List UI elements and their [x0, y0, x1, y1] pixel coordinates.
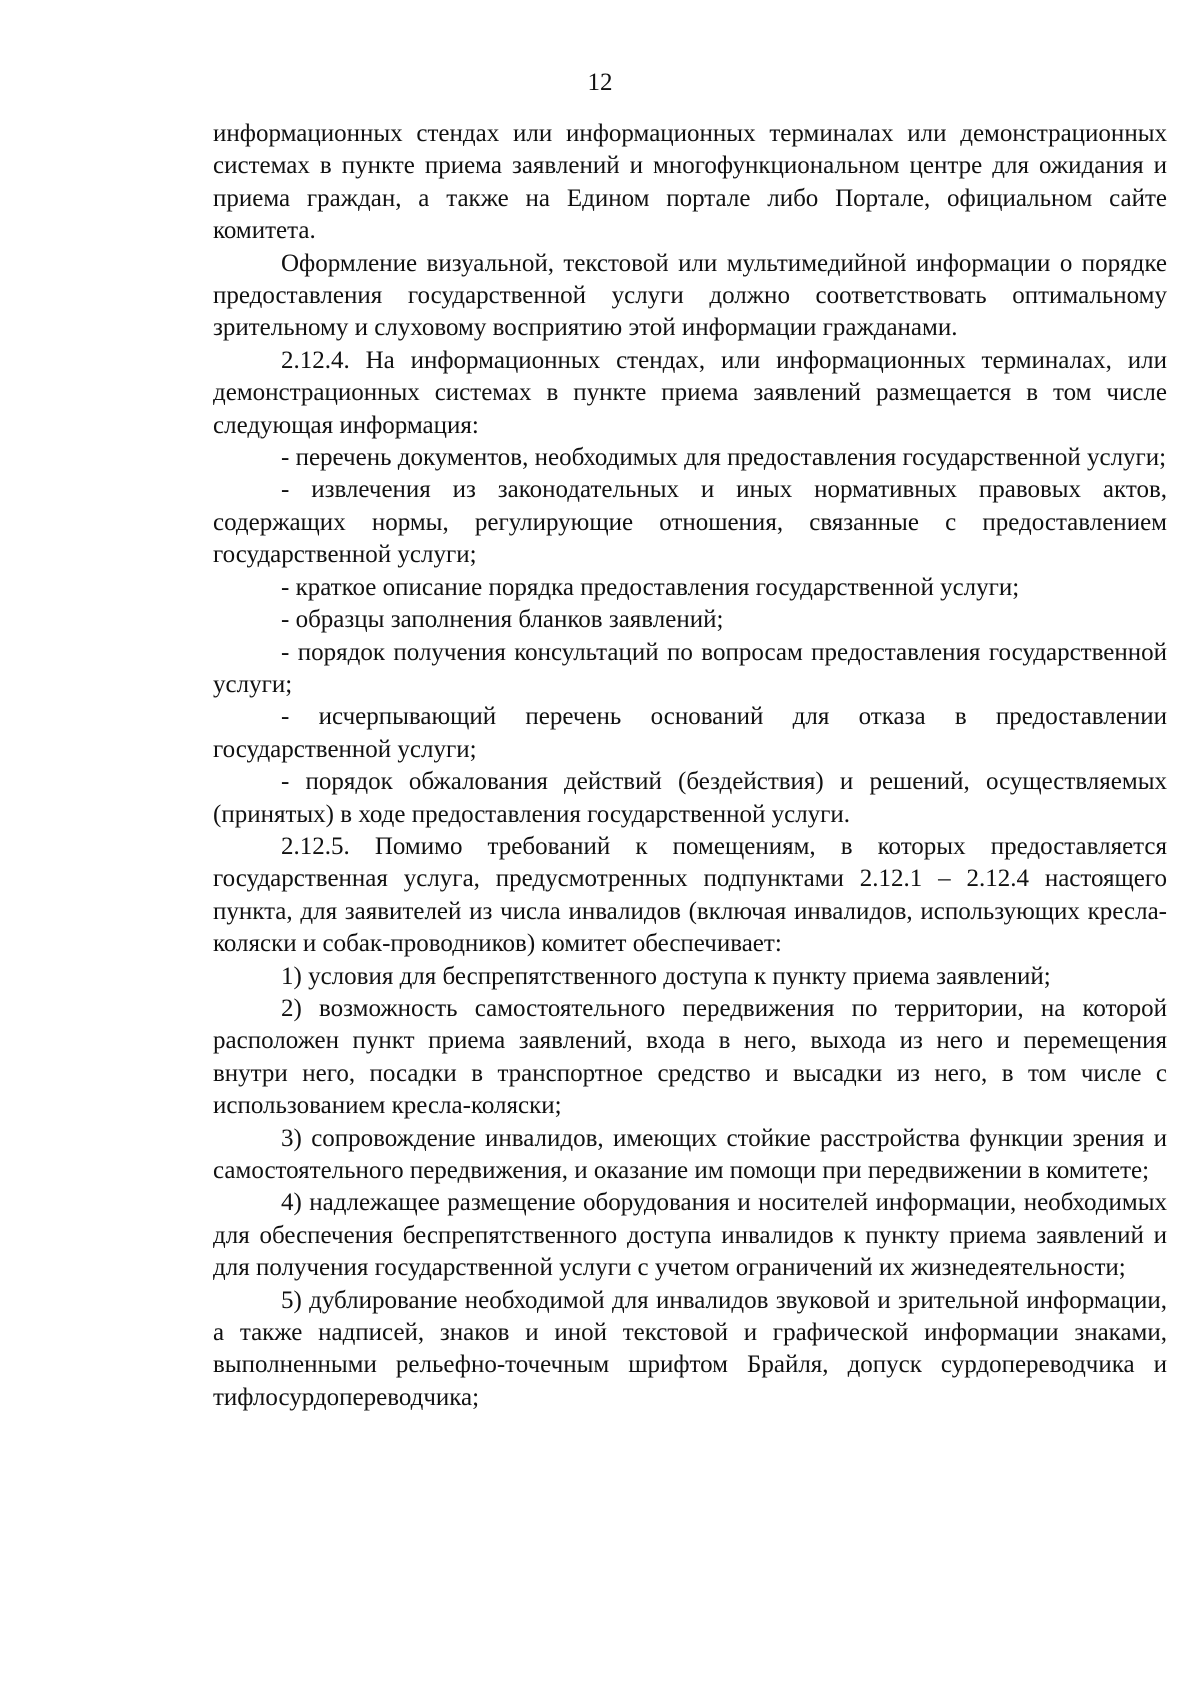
numbered-item: 1) условия для беспрепятственного доступа к пункту приема заявлений; — [281, 962, 1051, 990]
numbered-item: 4) надлежащее размещение оборудования и носителей информации, необходимых для обеспечения беспрепятственного доступа инвалидов к пункту приема заявлений и для получения государственной услуги с учетом ограничений их жизнедеятельности; — [213, 1189, 1167, 1282]
document-body — [213, 118, 1167, 1414]
paragraph: информационных стендах или информационных терминалах или демонстрационных системах в пункте приема заявлений и многофункциональном центре для ожидания и приема граждан, а также на Едином портале либо Портале, официальном сайте комитета. — [213, 120, 1167, 245]
numbered-item: 5) дублирование необходимой для инвалидов звуковой и зрительной информации, а также надписей, знаков и иной текстовой и графической информации знаками, выполненными рельефно-точечным шрифтом Брайля, допуск сурдопереводчика и тифлосурдопереводчика; — [213, 1286, 1167, 1411]
list-item: - краткое описание порядка предоставления государственной услуги; — [281, 573, 1020, 601]
page-number: 12 — [587, 69, 613, 96]
paragraph: Оформление визуальной, текстовой или мультимедийной информации о порядке предоставления государственной услуги должно соответствовать оптимальному зрительному и слуховому восприятию этой информации гражданами. — [213, 249, 1167, 342]
section-2-12-4-paragraph: 2.12.4. На информационных стендах, или информационных терминалах, или демонстрационных системах в пункте приема заявлений размещается в том числе следующая информация: — [213, 346, 1167, 439]
section-2-12-5-paragraph: 2.12.5. Помимо требований к помещениям, в которых предоставляется государственная услуга, предусмотренных подпунктами 2.12.1 – 2.12.4 настоящего пункта, для заявителей из числа инвалидов (включая инвалидов, использующих кресла-коляски и собак-проводников) комитет обеспечивает: — [213, 832, 1167, 958]
numbered-item: 2) возможность самостоятельного передвижения по территории, на которой расположен пункт приема заявлений, входа в него, выхода из него и перемещения внутри него, посадки в транспортное средство и высадки из него, в том числе с использованием кресла-коляски; — [213, 994, 1167, 1120]
numbered-item: 3) сопровождение инвалидов, имеющих стойкие расстройства функции зрения и самостоятельного передвижения, и оказание им помощи при передвижении в комитете; — [213, 1124, 1167, 1184]
list-item: - образцы заполнения бланков заявлений; — [281, 606, 724, 634]
list-item: - извлечения из законодательных и иных нормативных правовых актов, содержащих нормы, регулирующие отношения, связанные с предоставлением государственной услуги; — [213, 476, 1167, 569]
list-item: - порядок получения консультаций по вопросам предоставления государственной услуги; — [213, 638, 1167, 698]
list-item: - порядок обжалования действий (бездействия) и решений, осуществляемых (принятых) в ходе предоставления государственной услуги. — [213, 768, 1167, 828]
list-item: - перечень документов, необходимых для предоставления государственной услуги; — [281, 444, 1167, 472]
list-item: - исчерпывающий перечень оснований для отказа в предоставлении государственной услуги; — [213, 703, 1167, 763]
